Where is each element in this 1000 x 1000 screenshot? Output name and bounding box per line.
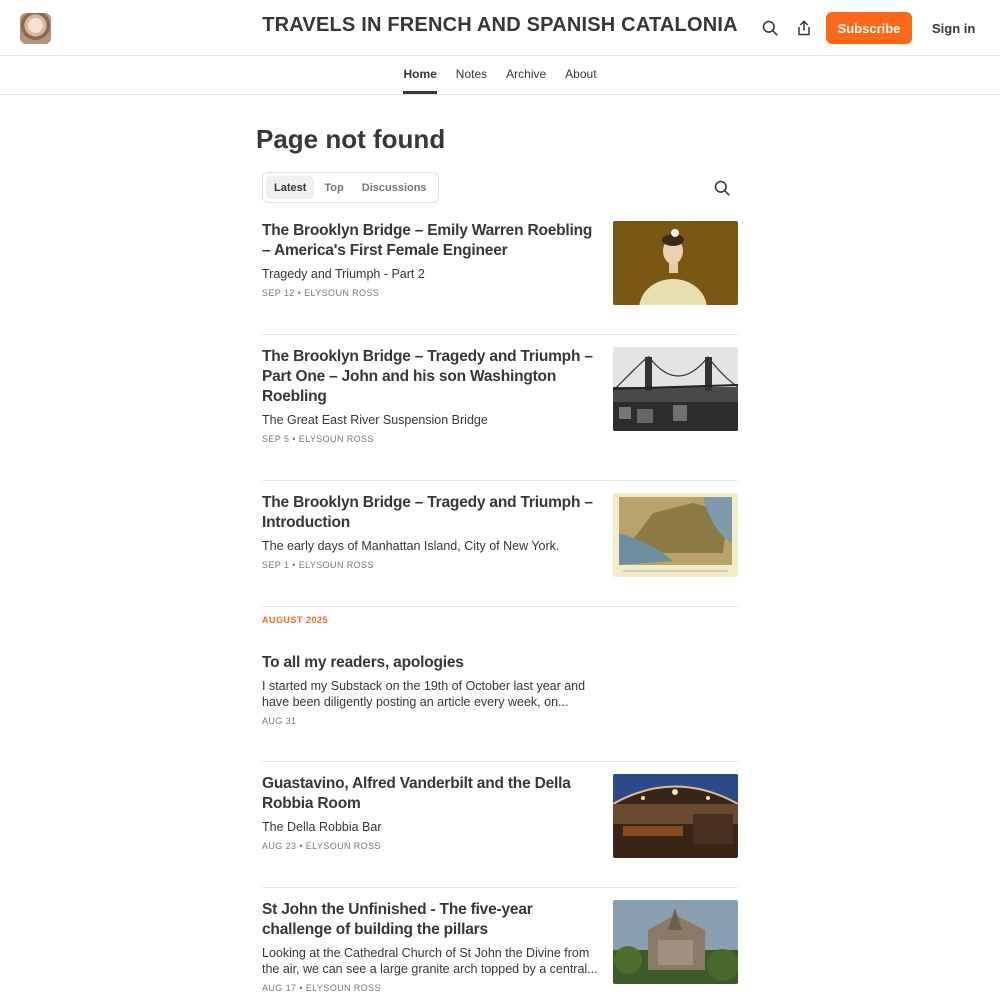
post-subtitle: The Great East River Suspension Bridge (262, 413, 488, 427)
page-title: Page not found (256, 124, 446, 154)
post-thumbnail[interactable] (613, 774, 738, 858)
divider (262, 334, 738, 335)
post-title[interactable]: The Brooklyn Bridge – Tragedy and Triumph – Part One – John and his son Washington Roebling (262, 348, 593, 405)
post-item[interactable] (262, 347, 738, 444)
main-nav (0, 56, 1000, 95)
top-header (0, 0, 1000, 56)
post-thumbnail[interactable] (613, 493, 738, 577)
post-title[interactable]: The Brooklyn Bridge – Emily Warren Roebling – America's First Female Engineer (262, 222, 593, 259)
post-subtitle: The Della Robbia Bar (262, 820, 382, 834)
search-posts-button[interactable] (710, 176, 734, 200)
divider (262, 887, 738, 888)
post-thumbnail[interactable] (613, 900, 738, 984)
post-subtitle: Tragedy and Triumph - Part 2 (262, 267, 425, 281)
post-title[interactable]: Guastavino, Alfred Vanderbilt and the Della Robbia Room (262, 775, 571, 812)
post-meta: SEP 1 • ELYSOUN ROSS (262, 560, 374, 570)
tab-discussions[interactable]: Discussions (361, 181, 427, 194)
divider (262, 761, 738, 762)
post-item[interactable] (262, 653, 738, 726)
post-meta: SEP 5 • ELYSOUN ROSS (262, 434, 374, 444)
nav-about[interactable]: About (565, 67, 597, 81)
share-icon (796, 20, 812, 36)
post-item[interactable] (262, 774, 738, 851)
tab-latest[interactable]: Latest (266, 176, 314, 199)
post-item[interactable] (262, 900, 738, 993)
post-item[interactable] (262, 493, 738, 570)
post-title[interactable]: The Brooklyn Bridge – Tragedy and Triumph – Introduction (262, 494, 593, 531)
post-meta: AUG 23 • ELYSOUN ROSS (262, 841, 381, 851)
search-icon (714, 180, 730, 196)
post-thumbnail[interactable] (613, 221, 738, 305)
post-title[interactable]: St John the Unfinished - The five-year challenge of building the pillars (262, 901, 533, 938)
search-button[interactable] (758, 16, 782, 40)
divider (262, 606, 738, 607)
nav-archive[interactable]: Archive (506, 67, 547, 81)
post-meta: AUG 31 (262, 716, 297, 726)
post-item[interactable] (262, 221, 738, 298)
post-meta: SEP 12 • ELYSOUN ROSS (262, 288, 380, 298)
month-label: AUGUST 2025 (262, 615, 329, 625)
sign-in-link[interactable]: Sign in (932, 20, 976, 36)
nav-home[interactable]: Home (403, 56, 436, 94)
post-subtitle: I started my Substack on the 19th of October last year and have been diligently posting an article every week, on... (262, 679, 586, 709)
share-button[interactable] (792, 16, 816, 40)
tab-top[interactable]: Top (324, 181, 344, 194)
post-subtitle: Looking at the Cathedral Church of St John the Divine from the air, we can see a large granite arch topped by a central... (262, 946, 598, 976)
post-subtitle: The early days of Manhattan Island, City of New York. (262, 539, 560, 553)
post-meta: AUG 17 • ELYSOUN ROSS (262, 983, 381, 993)
divider (262, 480, 738, 481)
search-icon (762, 20, 778, 36)
site-title[interactable]: TRAVELS IN FRENCH AND SPANISH CATALONIA (262, 14, 738, 36)
post-title[interactable]: To all my readers, apologies (262, 654, 464, 671)
nav-notes[interactable]: Notes (455, 67, 488, 81)
post-filter-tabs (262, 172, 439, 203)
subscribe-button[interactable]: Subscribe (826, 12, 912, 44)
post-thumbnail[interactable] (613, 347, 738, 431)
